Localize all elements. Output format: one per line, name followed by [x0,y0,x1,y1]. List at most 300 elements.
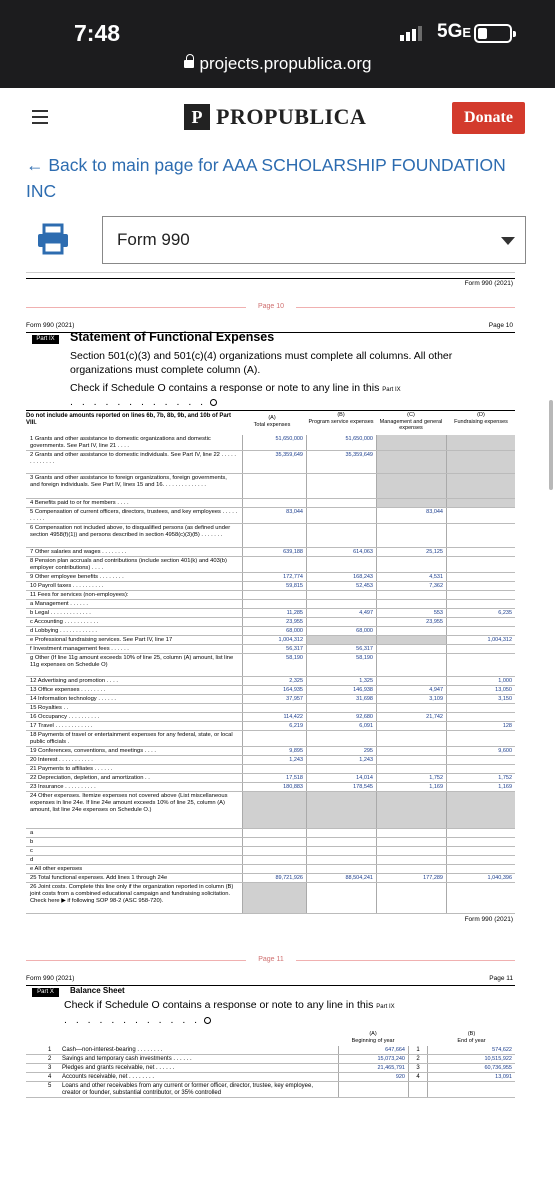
cell-a [242,883,306,913]
row-label: 17 Travel . . . . . . . . . . . . [30,723,93,729]
cell-a [242,704,306,712]
cell-a: 1,004,312 [242,636,306,644]
table-row [26,618,515,627]
part-x-label: Part X [32,988,59,997]
table-row [26,548,515,557]
page-11-marker: Page 11 [246,956,296,964]
cell-c [376,883,446,913]
cell-b: 1,243 [306,756,376,764]
cell-c [376,474,446,498]
balance-label: Cash—non-interest-bearing . . . . . . . . [62,1047,163,1053]
row-label: 1 Grants and other assistance to domestic organizations and domestic governments. See Part IV, line 21 . . . . [30,436,211,449]
row-label: 7 Other salaries and wages . . . . . . . . [30,549,127,555]
table-row [26,774,515,783]
balance-label: Accounts receivable, net . . . . . . . . [62,1074,155,1080]
cell-b: 58,190 [306,654,376,676]
cell-d [446,548,515,556]
cell-c [376,499,446,507]
row-label: 13 Office expenses . . . . . . . . [30,687,106,693]
table-row [26,838,515,847]
table-row [26,451,515,474]
cell-c: 1,169 [376,783,446,791]
balance-b: 60,736,955 [484,1065,512,1071]
cell-b: 6,091 [306,722,376,730]
cell-b [306,731,376,746]
url-text: projects.propublica.org [199,54,372,73]
part-ix-check: Check if Schedule O contains a response or note to any line in this Part IX [70,382,401,394]
cell-d [446,883,515,913]
table-row [26,654,515,677]
cell-b: 4,497 [306,609,376,617]
cell-c: 25,125 [376,548,446,556]
cell-a: 172,774 [242,573,306,581]
cell-b: 1,325 [306,677,376,685]
cell-a: 83,044 [242,508,306,523]
cell-a [242,499,306,507]
cell-d [446,654,515,676]
balance-label: Pledges and grants receivable, net . . . . . . [62,1065,175,1071]
part-ix-subtitle: Section 501(c)(3) and 501(c)(4) organizations must complete all columns. All other organizations must complete column (A). [70,350,453,376]
row-label: 8 Pension plan accruals and contributions (include section 401(k) and 403(b) employer contributions) . . . . [30,558,227,571]
balance-b: 10,515,922 [484,1056,512,1062]
col-a-header: (A) Total expenses [253,415,291,428]
cell-a: 11,285 [242,609,306,617]
cell-d [446,435,515,450]
cell-d [446,451,515,473]
cell-a [242,865,306,873]
cell-d [446,847,515,855]
cell-c [376,627,446,635]
cell-a: 68,000 [242,627,306,635]
balance-line: 2 [408,1055,428,1063]
cell-d [446,731,515,746]
row-label: g Other (If line 11g amount exceeds 10% of line 25, column (A) amount, list line 11g expenses on Schedule O) [30,655,234,668]
cell-c [376,838,446,846]
cell-b [306,618,376,626]
cell-b [306,591,376,599]
cell-a [242,792,306,828]
row-label: 19 Conferences, conventions, and meetings . . . . [30,748,156,754]
cell-b: 178,545 [306,783,376,791]
cell-d [446,499,515,507]
cell-b: 52,453 [306,582,376,590]
table-row [26,765,515,774]
cell-a [242,600,306,608]
cell-d: 9,600 [446,747,515,755]
cell-d [446,591,515,599]
balance-a: 647,664 [338,1046,408,1054]
row-label: 16 Occupancy . . . . . . . . . . [30,714,100,720]
cell-a [242,474,306,498]
table-row [26,677,515,686]
cell-b: 146,938 [306,686,376,694]
cell-c [376,435,446,450]
row-label: 23 Insurance . . . . . . . . . . [30,784,96,790]
page-10-number: Page 10 [488,322,513,329]
table-row [26,474,515,499]
cell-a [242,765,306,773]
part-x-checkbox[interactable] [204,1017,211,1024]
cell-c [376,451,446,473]
status-bar [0,0,555,88]
row-label: 18 Payments of travel or entertainment expenses for any federal, state, or local public officials . [30,732,233,745]
balance-a: 21,465,791 [338,1064,408,1072]
cell-d [446,756,515,764]
table-row [26,627,515,636]
row-label: 14 Information technology . . . . . . [30,696,117,702]
cell-c [376,636,446,644]
balance-row [26,1064,515,1073]
row-label: d Lobbying . . . . . . . . . . . . [30,628,98,634]
row-label: 10 Payroll taxes . . . . . . . . . . [30,583,104,589]
cell-c: 21,742 [376,713,446,721]
form-select[interactable] [102,216,526,264]
balance-num: 1 [48,1047,52,1053]
cell-b [306,499,376,507]
table-row [26,883,515,914]
table-row [26,704,515,713]
cell-b: 168,243 [306,573,376,581]
cell-d [446,865,515,873]
col-d-header: (D) Fundraising expenses [454,412,508,425]
cell-c: 177,289 [376,874,446,882]
cell-b: 31,698 [306,695,376,703]
lock-icon [184,60,194,68]
cell-a: 51,650,000 [242,435,306,450]
row-label: a [30,830,34,836]
cell-c [376,731,446,746]
balance-b: 13,091 [495,1074,512,1080]
col-b-header: (B) Program service expenses [308,412,374,425]
cell-a: 164,935 [242,686,306,694]
cell-a [242,856,306,864]
cell-d: 1,169 [446,783,515,791]
cell-b [306,856,376,864]
cell-d [446,645,515,653]
table-row [26,856,515,865]
cell-a: 17,518 [242,774,306,782]
cell-a: 37,957 [242,695,306,703]
balance-num: 5 [48,1083,52,1089]
cell-d: 1,000 [446,677,515,685]
balance-line: 4 [408,1073,428,1081]
cell-b: 92,680 [306,713,376,721]
cell-b [306,865,376,873]
row-label: 9 Other employee benefits . . . . . . . . [30,574,124,580]
logo-word: PROPUBLICA [216,104,367,129]
row-label: d [30,857,34,863]
cell-a: 56,317 [242,645,306,653]
row-label: 20 Interest . . . . . . . . . . . [30,757,93,763]
cell-d [446,838,515,846]
cell-a [242,557,306,572]
cell-b [306,557,376,572]
table-row [26,865,515,874]
cell-c [376,765,446,773]
cell-c [376,654,446,676]
row-label: 26 Joint costs. Complete this line only if the organization reported in column (B) joint costs from a combined educational campaign and fundraising solicitation. Check here ▶ if following SOP 98-2 (ASC 958-720). [30,884,234,904]
back-link[interactable]: ← Back to main page for AAA SCHOLARSHIP FOUNDATION INC [26,155,506,201]
cell-c [376,704,446,712]
table-row [26,609,515,618]
table-row [26,874,515,883]
table-row [26,573,515,582]
cell-a: 1,243 [242,756,306,764]
cell-b [306,829,376,837]
cell-c: 1,752 [376,774,446,782]
cell-a [242,847,306,855]
cell-b: 88,504,241 [306,874,376,882]
table-row [26,695,515,704]
cell-d [446,618,515,626]
cell-c [376,722,446,730]
cell-b [306,524,376,547]
signal-icon [400,26,422,41]
row-label: 12 Advertising and promotion . . . . [30,678,118,684]
part-ix-checkbox[interactable] [210,399,217,406]
balance-line: 1 [408,1046,428,1054]
table-row [26,829,515,838]
cell-d [446,856,515,864]
cell-b [306,636,376,644]
cell-a: 89,721,926 [242,874,306,882]
cell-a: 58,190 [242,654,306,676]
cell-c [376,645,446,653]
row-label: 24 Other expenses. Itemize expenses not covered above (List miscellaneous expenses in line 24e. If line 24e amount exceeds 10% of line 25, column (A) amount, list line 24e expenses on Schedule O.) [30,793,228,813]
page-10-marker: Page 10 [246,303,296,311]
cell-a: 2,325 [242,677,306,685]
table-row [26,524,515,548]
cell-b [306,765,376,773]
cell-c [376,591,446,599]
cell-a: 639,188 [242,548,306,556]
row-label: 22 Depreciation, depletion, and amortization . . [30,775,150,781]
row-label: f Investment management fees . . . . . . [30,646,129,652]
cell-d: 1,004,312 [446,636,515,644]
balance-row [26,1055,515,1064]
balance-line [408,1082,428,1097]
balance-line: 3 [408,1064,428,1072]
cell-c [376,557,446,572]
cell-a: 6,219 [242,722,306,730]
cell-c: 4,531 [376,573,446,581]
row-label: 2 Grants and other assistance to domestic individuals. See Part IV, line 22 . . . . . . . . . . . . . [30,452,237,465]
cell-b: 295 [306,747,376,755]
row-label: e Professional fundraising services. See Part IV, line 17 [30,637,173,643]
balance-row [26,1073,515,1082]
cell-d: 13,050 [446,686,515,694]
cell-a [242,731,306,746]
menu-icon[interactable] [32,110,48,128]
cell-d [446,600,515,608]
cell-c [376,829,446,837]
chevron-down-icon [501,237,515,245]
bs-col-b-header: (B) End of year [457,1031,486,1044]
cell-c: 23,955 [376,618,446,626]
table-row [26,686,515,695]
address-bar[interactable] [0,54,555,74]
logo-mark: P [184,104,210,130]
table-row [26,557,515,573]
row-label: 6 Compensation not included above, to disqualified persons (as defined under section 4958(f)(1)) and persons described in section 4958(c)(3)(B) . . . . . . . [30,525,231,538]
form-select-value: Form 990 [117,230,190,249]
form-990-document: Form 990 (2021) Page 10 Form 990 (2021) Page 10 Part IX Statement of Functional Expenses Section 501(c)(3) and 501(c)(4) organizations must complete all columns. All other organizations must complete column (A). Check if Schedule O contains a response or note to any line in this Part IX . . . . . . . . . . . . Do not include amounts reported on lines 6b, 7b, 8b, 9b, and 10b of Part VIII. (A) Total expenses (B) Program service expenses (C) Management and general expenses (D) Fundraising expenses 1 Grants and other assistance to domestic organizations and domestic governments. See Part IV, line 21 . . . . 51,650,000 51,650,000 2 Grants and other assistance to domestic individuals. See Part IV, line 22 . . . . . . . . . . . . . 35,359,649 35,359,649 3 Grants and other assistance to foreign organizations, foreign governments, and foreign individuals. See Part IV, lines 15 and 16. . . . . . . . . . . . . . 4 Benefits paid to or for members . . . . 5 Compensation of current officers, directors, trustees, and key employees . . . . . . . . . . 83,044 83,044 6 Compensation not included above, to disqualified persons (as defined under section 4958(f)(1)) and persons described in section 4958(c)(3)(B) . . . . . . . 7 Other salaries and wages . . . . . . . . 639,188 614,063 25,125 8 Pension plan accruals and contributions (include section 401(k) and 403(b) employer contributions) . . . . 9 Other employee benefits . . . . . . . . 172,774 168,243 4,531 10 Payroll taxes . . . . . . . . . . 59,815 52,453 7,362 11 Fees for services (non-employees): a Management . . . . . . b Legal . . . . . . . . . . . . . 11,285 4,497 553 6,235 c Accounting . . . . . . . . . . . 23,955 23,955 d Lobbying . . . . . . . . . . . . 68,000 68,000 e Professional fundraising services. See Part IV, line 17 1,004,312 1,004,312 f Investment management fees . . . . . . 56,317 56,317 g Other (If line 11g amount exceeds 10% of line 25, column (A) amount, list line 11g expenses on Schedule O) 58,190 58,190 12 Advertising and promotion . . . . 2,325 1,325 1,000 13 Office expenses . . . . . . . . 164,935 146,938 4,947 13,050 14 Information technology . . . . . . 37,957 31,698 3,109 3,150 15 Royalties . . 16 Occupancy . . . . . . . . . . 114,422 92,680 21,742 17 Travel . . . . . . . . . . . . 6,219 6,091 128 18 Payments of travel or entertainment expenses for any federal, state, or local public officials . 19 Conferences, conventions, and meetings . . . . 9,895 295 9,600 20 Interest . . . . . . . . . . . 1,243 1,243 21 Payments to affiliates . . . . . . 22 Depreciation, depletion, and amortization . . 17,518 14,014 1,752 1,752 23 Insurance . . . . . . . . . . 180,883 178,545 1,169 1,169 24 Other expenses. Itemize expenses not covered above (List miscellaneous expenses in line 24e. If line 24e amount exceeds 10% of line 25, column (A) amount, list line 24e expenses on Schedule O.) a b c d e All other expenses 25 Total functional expenses. Add lines 1 through 24e 89,721,926 88,504,241 177,289 1,040,396 26 Joint costs. Complete this line only if the organization reported in column (B) joint costs from a combined educational campaign and fundraising solicitation. Check here ▶ if following SOP 98-2 (ASC 958-720). Form 990 (2021) Page 11 Form 990 (2021) Page 11 Part X Balance Sheet Check if Schedule O contains a response or note to any line in this Part IX . . . . . . . . . . . . (A) Beginning of year (B) End of year 1 Cash—non-interest-bearing . . . . . . . . 647,664 1 574,622 2 Savings and temporary cash investments . . . . . . 15,073,240 2 10,515,922 3 Pledges and grants receivable, net . . . . . . 21,465,791 3 60,736,955 4 Accounts receivable, net . . . . . . . . 920 4 13,091 5 Loans and other receivables from any current or former officer, director, trustee, key employee, creator or founder, substantial contributor, or 35% controlled [26,272,515,1200]
balance-b: 574,622 [492,1047,512,1053]
cell-c [376,677,446,685]
cell-a: 114,422 [242,713,306,721]
part-ix-label: Part IX [32,335,59,344]
row-label: e All other expenses [30,866,83,872]
cell-a: 23,955 [242,618,306,626]
cell-d [446,573,515,581]
table-row [26,722,515,731]
balance-num: 3 [48,1065,52,1071]
table-row [26,783,515,792]
part-x-check: Check if Schedule O contains a response or note to any line in this Part IX [64,999,395,1011]
cell-c [376,524,446,547]
part-ix-title: Statement of Functional Expenses [70,330,275,344]
balance-b [428,1082,515,1097]
propublica-logo[interactable] [184,104,366,130]
cell-a: 180,883 [242,783,306,791]
table-row [26,847,515,856]
table-row [26,731,515,747]
table-intro: Do not include amounts reported on lines 6b, 7b, 8b, 9b, and 10b of Part VIII. [26,413,232,426]
cell-b: 35,359,649 [306,451,376,473]
cell-b [306,792,376,828]
cell-c [376,847,446,855]
table-row [26,435,515,451]
balance-row [26,1046,515,1055]
row-label: 4 Benefits paid to or for members . . . . [30,500,129,506]
col-c-header: (C) Management and general expenses [379,412,443,431]
page-10-form: Form 990 (2021) [26,322,75,329]
cell-d [446,704,515,712]
row-label: 5 Compensation of current officers, directors, trustees, and key employees . . . . . . . . . . [30,509,238,522]
balance-a [338,1082,408,1097]
balance-label: Savings and temporary cash investments . . . . . . [62,1056,192,1062]
site-header [0,88,555,150]
network-label: 5GE [437,21,472,42]
row-label: c Accounting . . . . . . . . . . . [30,619,99,625]
balance-row [26,1082,515,1098]
cell-b [306,883,376,913]
cell-a [242,524,306,547]
cell-b [306,838,376,846]
table-row [26,591,515,600]
row-label: 15 Royalties . . [30,705,69,711]
cell-b [306,847,376,855]
cell-d [446,713,515,721]
table-row [26,792,515,829]
cell-b [306,704,376,712]
cell-d: 3,150 [446,695,515,703]
donate-button[interactable]: Donate [452,102,525,134]
cell-c [376,792,446,828]
cell-c [376,600,446,608]
cell-c [376,865,446,873]
row-label: 25 Total functional expenses. Add lines 1 through 24e [30,875,168,881]
cell-b: 51,650,000 [306,435,376,450]
balance-label: Loans and other receivables from any current or former officer, director, trustee, key employee, creator or founder, substantial contributor, or 35% controlled [62,1083,314,1096]
cell-c: 553 [376,609,446,617]
cell-c [376,856,446,864]
cell-d [446,524,515,547]
row-label: 11 Fees for services (non-employees): [30,592,129,598]
cell-c: 4,947 [376,686,446,694]
cell-a [242,829,306,837]
cell-b: 56,317 [306,645,376,653]
cell-d [446,627,515,635]
row-label: 3 Grants and other assistance to foreign organizations, foreign governments, and foreign individuals. See Part IV, lines 15 and 16. . . . . . . . . . . . . . [30,475,227,488]
cell-c: 83,044 [376,508,446,523]
form-footer: Form 990 (2021) [464,280,513,287]
cell-c: 3,109 [376,695,446,703]
row-label: a Management . . . . . . [30,601,88,607]
table-row [26,645,515,654]
row-label: c [30,848,33,854]
scrollbar[interactable] [549,400,553,490]
form-footer-2: Form 990 (2021) [464,916,513,923]
cell-d: 1,752 [446,774,515,782]
cell-b: 14,014 [306,774,376,782]
cell-b: 614,063 [306,548,376,556]
cell-b: 68,000 [306,627,376,635]
table-row [26,636,515,645]
cell-d [446,765,515,773]
cell-c [376,747,446,755]
cell-d [446,829,515,837]
balance-a: 15,073,240 [338,1055,408,1063]
cell-d [446,557,515,572]
page-11-number: Page 11 [489,975,513,982]
cell-c: 7,362 [376,582,446,590]
balance-a: 920 [338,1073,408,1081]
cell-d [446,474,515,498]
cell-d: 6,235 [446,609,515,617]
cell-a: 59,815 [242,582,306,590]
table-row [26,747,515,756]
balance-num: 4 [48,1074,52,1080]
table-row [26,582,515,591]
cell-b [306,508,376,523]
clock: 7:48 [74,20,121,46]
cell-a: 35,359,649 [242,451,306,473]
table-row [26,499,515,508]
print-icon[interactable] [36,222,70,256]
cell-d: 128 [446,722,515,730]
battery-icon [474,24,512,43]
cell-d: 1,040,396 [446,874,515,882]
part-x-title: Balance Sheet [70,986,125,995]
row-label: 21 Payments to affiliates . . . . . . [30,766,113,772]
cell-d [446,582,515,590]
cell-b [306,600,376,608]
table-row [26,508,515,524]
page-11-form: Form 990 (2021) [26,975,75,982]
table-row [26,756,515,765]
balance-num: 2 [48,1056,52,1062]
cell-c [376,756,446,764]
cell-a [242,591,306,599]
row-label: b Legal . . . . . . . . . . . . . [30,610,91,616]
row-label: b [30,839,34,845]
table-row [26,713,515,722]
table-row [26,600,515,609]
cell-a: 9,895 [242,747,306,755]
cell-d [446,792,515,828]
bs-col-a-header: (A) Beginning of year [351,1031,395,1044]
